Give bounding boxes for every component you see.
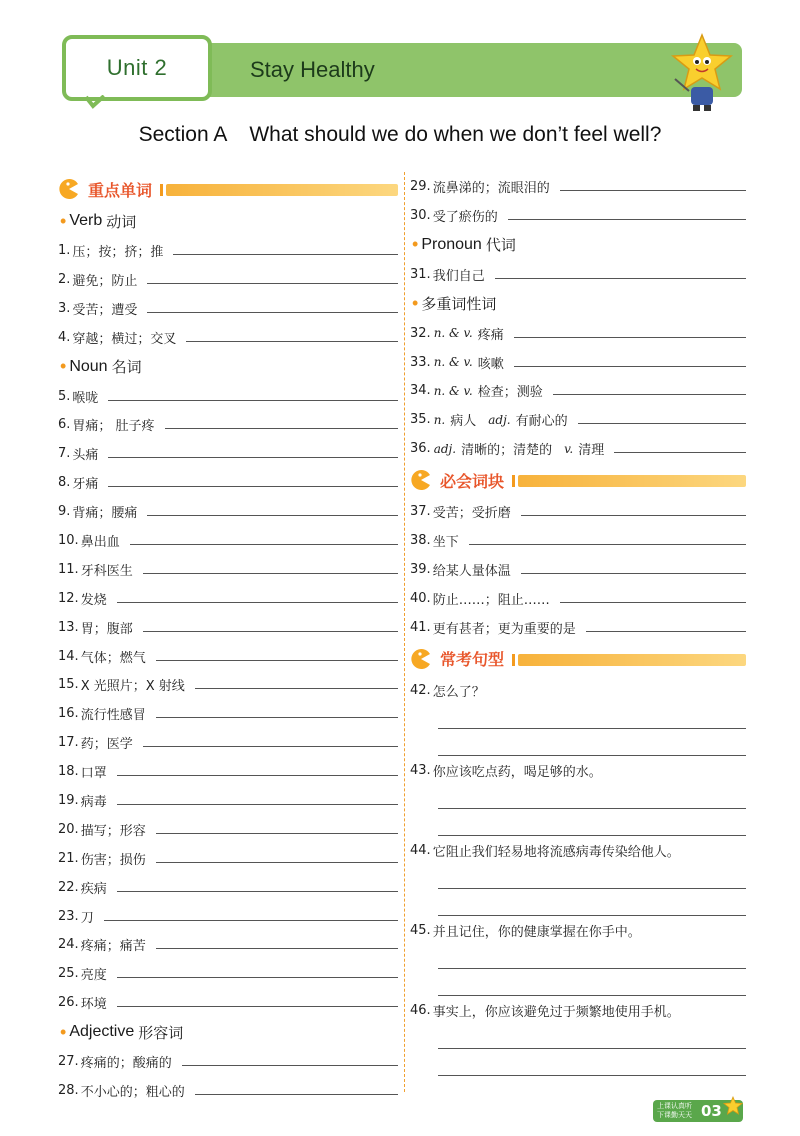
item-meaning: 气体；燃气 [80,650,146,666]
page-badge [653,1100,743,1122]
vocab-item [410,348,746,377]
item-number: 14. [58,648,79,664]
vocab-item [58,699,398,728]
item-number: 44. [410,843,431,859]
item-number: 27. [58,1054,79,1070]
answer-line[interactable] [156,833,398,834]
page-number: 03 [701,1102,722,1120]
vocab-item [58,382,398,411]
part-of-speech: n. & v. [433,383,473,398]
item-number: 18. [58,764,79,780]
sentence-text: 并且记住，你的健康掌握在你手中。 [432,925,641,941]
answer-line[interactable] [117,891,398,892]
item-meaning: 喉咙 [72,390,99,406]
item-number: 37. [410,504,431,520]
answer-line[interactable] [156,862,398,863]
sentence-item [410,676,746,756]
item-meaning: 头痛 [72,448,99,464]
item-number: 45. [410,923,431,939]
sentence-prompt [410,676,746,706]
item-meaning: 口罩 [80,766,107,782]
sentences-heading-text: 常考句型 [440,650,505,670]
answer-line[interactable] [586,631,746,632]
sentence-prompt [410,756,746,786]
sentence-prompt [410,996,746,1026]
item-meaning: 受苦；遭受 [72,302,138,318]
bullet-dot-icon: • [60,210,67,231]
vocab-item [58,236,398,265]
bullet-dot-icon: • [412,293,419,314]
vocab-item [58,323,398,352]
heading-bar [166,184,398,196]
part-of-speech: adj. [488,412,511,427]
answer-line[interactable] [143,746,398,747]
part-of-speech: n. [433,412,446,427]
item-meaning: 穿越；横过；交叉 [72,331,177,347]
item-meaning: 胃；腹部 [80,621,133,637]
item-number: 33. [410,354,431,370]
vocab-item [410,555,746,584]
answer-line[interactable] [495,278,746,279]
item-meaning: 伤害；损伤 [80,852,146,868]
noun-cn: 名词 [111,358,142,377]
item-number: 28. [58,1082,79,1098]
answer-line[interactable] [165,428,398,429]
answer-line[interactable] [469,544,746,545]
item-number: 15. [58,677,79,693]
answer-line[interactable] [514,337,746,338]
star-mascot-icon [667,31,737,113]
vocab-item [58,930,398,959]
answer-line[interactable] [438,809,746,836]
vocab-item [58,468,398,497]
vocab-item [58,642,398,671]
item-meaning: 牙痛 [72,477,99,493]
vocab-item [58,988,398,1017]
item-number: 11. [58,561,79,577]
footer-line-1: 上课认真听 [657,1102,692,1110]
item-meaning: 疾病 [80,881,107,897]
item-number: 29. [410,178,431,194]
item-number: 34. [410,383,431,399]
adjective-cn: 形容词 [138,1023,184,1042]
part-of-speech: n. & v. [433,326,473,341]
vocab-item [410,201,746,230]
answer-line[interactable] [147,283,398,284]
pacman-icon [410,648,432,670]
multi-pos-category [410,289,746,319]
item-meaning: 流鼻涕的；流眼泪的 [432,180,550,196]
pronoun-category [410,230,746,260]
item-meaning: 鼻出血 [80,534,120,550]
answer-line[interactable] [514,366,746,367]
item-number: 26. [58,995,79,1011]
vocab-item [58,497,398,526]
item-number: 24. [58,937,79,953]
item-number: 9. [58,504,71,520]
vocab-item [410,260,746,289]
answer-line[interactable] [438,729,746,756]
star-icon [723,1096,743,1116]
item-meaning: 描写；形容 [80,823,146,839]
item-meaning: 更有甚者；更为重要的是 [432,621,576,637]
item-meaning: 清理 [578,443,605,459]
item-meaning: 防止……；阻止…… [432,592,550,608]
sentence-text: 事实上，你应该避免过于频繁地使用手机。 [432,1005,680,1021]
answer-line[interactable] [143,573,398,574]
item-meaning: 坐下 [432,534,459,550]
item-number: 43. [410,763,431,779]
verb-category [58,206,398,236]
answer-line[interactable] [521,515,746,516]
item-number: 31. [410,266,431,282]
pronoun-en: Pronoun [421,235,482,253]
sentence-item [410,756,746,836]
bullet-dot-icon: • [412,234,419,255]
item-number: 2. [58,271,71,287]
answer-line[interactable] [521,573,746,574]
item-number: 19. [58,792,79,808]
verb-en: Verb [69,212,103,229]
answer-line[interactable] [438,969,746,996]
part-of-speech: v. [564,441,574,456]
vocab-heading-text: 重点单词 [88,180,153,200]
item-meaning: 我们自己 [432,268,485,284]
item-number: 20. [58,821,79,837]
heading-bar [518,475,746,487]
item-meaning: 压；按；挤；推 [72,244,164,260]
item-meaning: 疼痛；痛苦 [80,939,146,955]
item-meaning: 病人 [450,414,477,430]
vocab-item [410,497,746,526]
vocab-item [410,319,746,348]
vocab-item [58,815,398,844]
column-divider [404,172,405,1092]
item-meaning: 背痛；腰痛 [72,506,138,522]
item-number: 22. [58,879,79,895]
answer-line[interactable] [438,1026,746,1049]
heading-bar [518,654,746,666]
section-title [0,123,800,147]
answer-line[interactable] [173,254,398,255]
answer-line[interactable] [438,1049,746,1076]
section-label: Section A [138,123,228,146]
vocab-item [58,294,398,323]
vocab-item [58,410,398,439]
answer-line[interactable] [560,190,746,191]
item-meaning: 流行性感冒 [80,708,146,724]
section-question: What should we do when we don’t feel well? [249,123,662,146]
item-number: 17. [58,735,79,751]
unit-title: Stay Healthy [250,57,375,82]
pacman-icon [58,178,80,200]
answer-line[interactable] [156,948,398,949]
item-meaning: 胃痛； 肚子疼 [72,419,155,435]
item-meaning: 有耐心的 [515,414,568,430]
sentence-item [410,836,746,916]
answer-line[interactable] [147,515,398,516]
multi-pos-cn: 多重词性词 [421,295,497,314]
item-meaning: 清晰的；清楚的 [461,443,553,459]
item-meaning: 疼痛 [477,327,504,343]
sentences-heading [410,642,746,676]
item-meaning: 牙科医生 [80,563,133,579]
item-meaning: 检查；测验 [477,385,543,401]
item-number: 35. [410,412,431,428]
item-number: 12. [58,590,79,606]
vocab-item [410,584,746,613]
item-meaning: 亮度 [80,968,107,984]
item-meaning: 病毒 [80,794,107,810]
vocab-item [58,902,398,931]
phrases-heading-text: 必会词块 [440,471,505,491]
vocab-item [58,873,398,902]
item-number: 30. [410,207,431,223]
part-of-speech: adj. [433,441,457,456]
item-number: 23. [58,908,79,924]
item-number: 3. [58,300,71,316]
sentence-text: 怎么了？ [432,685,485,701]
phrases-heading [410,463,746,497]
item-meaning: 发烧 [80,592,107,608]
item-number: 5. [58,388,71,404]
answer-line[interactable] [130,544,398,545]
item-number: 4. [58,329,71,345]
answer-line[interactable] [578,423,746,424]
answer-line[interactable] [438,866,746,889]
answer-line[interactable] [117,1006,398,1007]
pronoun-cn: 代词 [485,236,516,255]
item-number: 32. [410,325,431,341]
answer-line[interactable] [108,457,398,458]
vocab-item [410,613,746,642]
item-number: 21. [58,850,79,866]
item-meaning: 受了瘀伤的 [432,209,498,225]
vocab-item [58,526,398,555]
right-column [410,172,746,1076]
footer-slogan [657,1102,699,1120]
vocab-item [58,584,398,613]
answer-line[interactable] [156,660,398,661]
unit-banner [62,35,742,101]
item-number: 6. [58,417,71,433]
answer-line[interactable] [438,786,746,809]
item-number: 42. [410,683,431,699]
adjective-category [58,1017,398,1047]
item-number: 13. [58,619,79,635]
item-number: 1. [58,242,71,258]
answer-line[interactable] [614,452,746,453]
item-number: 7. [58,446,71,462]
vocab-item [58,728,398,757]
item-meaning: 避免；防止 [72,273,138,289]
sentence-item [410,916,746,996]
sentence-prompt [410,916,746,946]
vocab-item [58,439,398,468]
item-number: 46. [410,1003,431,1019]
item-meaning: 给某人量体温 [432,563,511,579]
vocab-item [58,844,398,873]
unit-label: Unit 2 [106,55,168,80]
item-number: 10. [58,532,79,548]
sentence-text: 你应该吃点药，喝足够的水。 [432,765,602,781]
answer-line[interactable] [117,775,398,776]
answer-line[interactable] [147,312,398,313]
vocab-item [410,376,746,405]
item-number: 36. [410,441,431,457]
answer-line[interactable] [117,804,398,805]
vocab-item [410,434,746,463]
sentence-text: 它阻止我们轻易地将流感病毒传染给他人。 [432,845,680,861]
vocab-item [410,172,746,201]
item-meaning: 刀 [80,910,94,926]
item-number: 16. [58,706,79,722]
bullet-dot-icon: • [60,1021,67,1042]
vocab-item [58,1076,398,1105]
vocab-item [58,757,398,786]
verb-cn: 动词 [106,212,137,231]
sentence-prompt [410,836,746,866]
answer-line[interactable] [438,706,746,729]
left-column [58,172,398,1105]
item-number: 8. [58,475,71,491]
adjective-en: Adjective [69,1023,135,1041]
vocab-item [410,526,746,555]
vocab-item [58,959,398,988]
part-of-speech: n. & v. [433,355,473,369]
vocab-item [58,786,398,815]
noun-category [58,352,398,382]
answer-line[interactable] [195,688,398,689]
answer-line[interactable] [143,631,398,632]
vocab-item [58,670,398,699]
item-meaning: 疼痛的；酸痛的 [80,1056,172,1072]
item-number: 25. [58,966,79,982]
answer-line[interactable] [156,717,398,718]
item-meaning: X 光照片；X 射线 [80,679,185,695]
answer-line[interactable] [508,219,746,220]
answer-line[interactable] [438,889,746,916]
item-meaning: 不小心的；粗心的 [80,1084,185,1100]
answer-line[interactable] [182,1065,398,1066]
item-meaning: 环境 [80,997,107,1013]
item-meaning: 受苦；受折磨 [432,506,511,522]
vocab-heading [58,172,398,206]
answer-line[interactable] [108,400,398,401]
answer-line[interactable] [560,602,746,603]
vocab-item [58,613,398,642]
answer-line[interactable] [186,341,398,342]
footer-line-2: 下课勤天天 [657,1111,692,1119]
vocab-item [58,555,398,584]
vocab-item [410,405,746,434]
pacman-icon [410,469,432,491]
answer-line[interactable] [117,977,398,978]
vocab-item [58,1047,398,1076]
answer-line[interactable] [553,394,746,395]
answer-line[interactable] [195,1094,398,1095]
item-number: 41. [410,619,431,635]
bullet-dot-icon: • [60,356,67,377]
answer-line[interactable] [108,486,398,487]
vocab-item [58,265,398,294]
item-meaning: 药；医学 [80,737,133,753]
answer-line[interactable] [104,920,398,921]
noun-en: Noun [69,357,108,375]
item-number: 38. [410,532,431,548]
item-number: 40. [410,590,431,606]
check-icon [84,95,106,109]
answer-line[interactable] [117,602,398,603]
answer-line[interactable] [438,946,746,969]
item-number: 39. [410,561,431,577]
sentence-item [410,996,746,1076]
item-meaning: 咳嗽 [477,356,504,372]
